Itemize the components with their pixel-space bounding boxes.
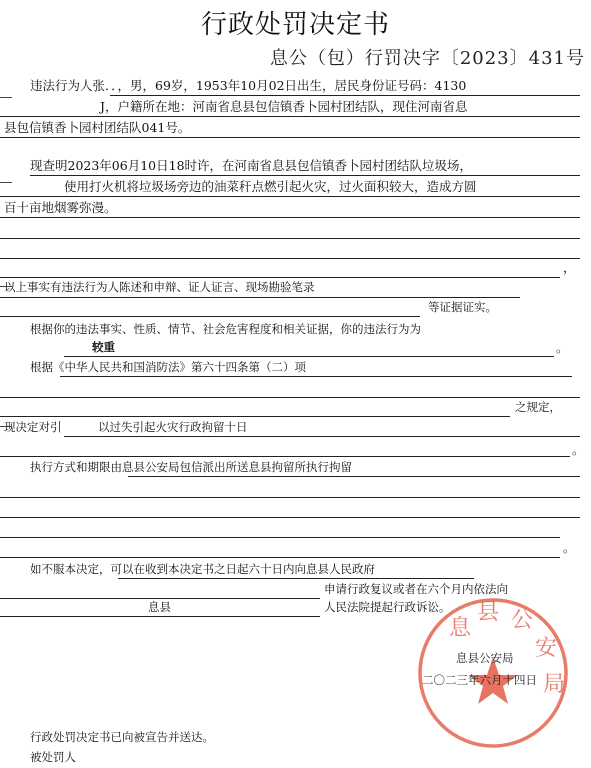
- facts-line-1: 现查明2023年06月10日18时许，在河南省息县包信镇香卜园村团结队垃圾场，: [30, 158, 473, 173]
- document-number: 息公（包）行罚决字〔2023〕431号: [269, 48, 585, 69]
- document-title: 行政处罚决定书: [200, 10, 390, 40]
- evidence-underline-2: [0, 316, 420, 317]
- execution-underline-1: [128, 476, 580, 477]
- party-underline-2: [0, 116, 580, 117]
- appeal-county: 息县: [148, 600, 171, 614]
- appeal-underline-2: [0, 598, 320, 599]
- svg-text:息: 息: [449, 616, 472, 641]
- nature-underline: [64, 356, 554, 357]
- margin-tick: [0, 182, 12, 183]
- execution-underline-2: [0, 497, 580, 498]
- blank-line-3: [0, 277, 560, 278]
- blank-line-1: [0, 238, 580, 239]
- law-underline-3: [0, 416, 510, 417]
- facts-underline-1: [30, 175, 580, 176]
- evidence-line-2: 等证据证实。: [428, 300, 497, 314]
- appeal-underline-3: [0, 616, 320, 617]
- execution-underline-4: [0, 537, 560, 538]
- nature-end: 。: [556, 340, 569, 355]
- decision-underline-1: [64, 436, 580, 437]
- decision-underline-2: [0, 456, 570, 457]
- margin-tick: [0, 97, 12, 98]
- nature-value: 较重: [92, 340, 115, 354]
- appeal-line-1: 如不服本决定，可以在收到本决定书之日起六十日内向息县人民政府: [30, 562, 375, 576]
- evidence-line-1: 以上事实有违法行为人陈述和申辩、证人证言、现场勘验笔录: [4, 280, 315, 294]
- appeal-line-2a: 申请行政复议或者在六个月内依法向: [324, 582, 508, 596]
- svg-text:安: 安: [535, 636, 558, 661]
- facts-underline-2: [0, 196, 580, 197]
- issue-date: [422, 672, 537, 688]
- decision-prefix: 现决定对引: [4, 420, 62, 434]
- law-end: 之规定，: [515, 400, 561, 414]
- decision-text: 以过失引起火灾行政拘留十日: [98, 420, 248, 434]
- issue-date-value: 〇二三年六月十四日: [433, 673, 537, 687]
- party-underline-1: [110, 95, 580, 96]
- law-line: 根据《中华人民共和国消防法》第六十四条第（二）项: [30, 360, 306, 374]
- announce-line: 行政处罚决定书已向被宣告并送达。: [30, 730, 214, 744]
- svg-text:公: 公: [511, 608, 534, 633]
- facts-line-3: 百十亩地烟雾弥漫。: [4, 200, 117, 215]
- execution-underline-5: [0, 557, 560, 558]
- nature-line: 根据你的违法事实、性质、情节、社会危害程度和相关证据，你的违法行为为: [30, 322, 421, 336]
- evidence-underline-1: [0, 297, 520, 298]
- margin-tick: [0, 286, 12, 287]
- svg-text:县: 县: [477, 600, 500, 625]
- appeal-underline-1: [118, 578, 474, 579]
- facts-line-2: 使用打火机将垃圾场旁边的油菜秆点燃引起火灾，过火面积较大，造成方圆: [64, 179, 477, 194]
- party-underline-3: [0, 137, 580, 138]
- execution-line: 执行方式和期限由息县公安局包信派出所送息县拘留所执行拘留: [30, 460, 352, 474]
- issuer-name: 息县公安局: [456, 651, 514, 665]
- facts-comma: ，: [563, 260, 576, 275]
- margin-tick: [0, 426, 12, 427]
- execution-underline-3: [0, 517, 580, 518]
- decision-period: 。: [572, 442, 585, 457]
- recipient-label: 被处罚人: [30, 750, 76, 764]
- appeal-line-2b: 人民法院提起行政诉讼。: [324, 600, 451, 614]
- issue-date-prefix: 二: [422, 673, 434, 687]
- facts-underline-3: [0, 217, 580, 218]
- law-underline-2: [0, 397, 580, 398]
- svg-text:局: 局: [543, 672, 566, 697]
- execution-period: 。: [563, 540, 576, 555]
- law-underline-1: [60, 376, 572, 377]
- party-line-2: J，户籍所在地：河南省息县包信镇香卜园村团结队，现住河南省息: [100, 99, 468, 114]
- blank-line-2: [0, 258, 580, 259]
- party-line-1: 违法行为人张．．，男，69岁，1953年10月02日出生，居民身份证号码：4130: [30, 78, 467, 93]
- party-line-3: 县包信镇香卜园村团结队041号。: [4, 120, 191, 135]
